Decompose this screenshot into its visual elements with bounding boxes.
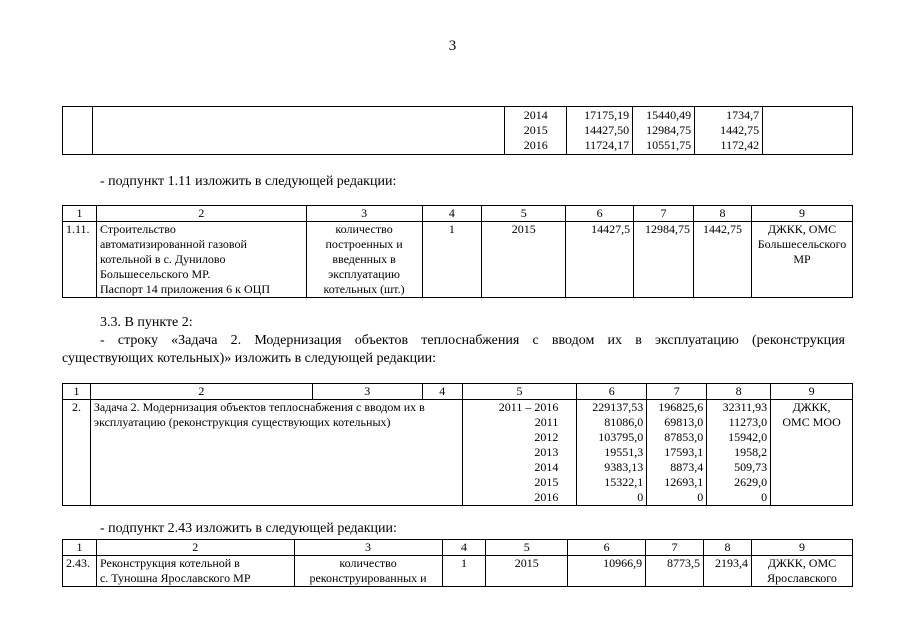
page-number: 3 xyxy=(448,38,457,54)
paragraph: - подпункт 2.43 изложить в следующей редакции: xyxy=(100,521,397,536)
table-header-row: 1 2 3 4 5 6 7 8 9 xyxy=(63,540,853,556)
values-cell: 17175,19 14427,50 11724,17 xyxy=(567,107,633,155)
paragraph: существующих котельных)» изложить в следующей редакции: xyxy=(62,351,437,366)
paragraph: - подпункт 1.11 изложить в следующей редакции: xyxy=(100,174,397,189)
table-row: 2.43. Реконструкция котельной в с. Туношна Ярославского МР количество реконструированных и 1 2015 10966,9 8773,5 2193,4 ДЖКК, ОМС Ярославского xyxy=(63,556,853,587)
values-cell: 1734,7 1442,75 1172,42 xyxy=(695,107,763,155)
table-cell xyxy=(63,107,93,155)
continuation-table xyxy=(62,106,853,155)
table-row: 2. Задача 2. Модернизация объектов теплоснабжения с вводом их в эксплуатацию (реконструкция существующих котельных) 2011 – 2016 2011 2012 2013 2014 2015 2016 229137,53 81086,0 103795,0 19551,3 9383,13 15322,1 0 196825,6 69813,0 87853,0 17593,1 8873,4 12693,1 0 32311,93 11273,0 15942,0 1958,2 509,73 2629,0 0 ДЖКК, ОМС МОО xyxy=(63,400,853,506)
item-2-43-table xyxy=(62,539,853,587)
table-cell xyxy=(763,107,853,155)
item-1-11-table xyxy=(62,205,853,298)
table-header-row: 1 2 3 4 5 6 7 8 9 xyxy=(63,384,853,400)
years-cell: 2014 2015 2016 xyxy=(505,107,567,155)
table-cell xyxy=(92,107,504,155)
table-row: 1.11. Строительство автоматизированной газовой котельной в с. Дунилово Большесельского МР. Паспорт 14 приложения 6 к ОЦП количество построенных и введенных в эксплуатацию котельных (шт.) 1 2015 14427,5 12984,75 1442,75 ДЖКК, ОМС Большесельского МР xyxy=(63,222,853,298)
values-cell: 15440,49 12984,75 10551,75 xyxy=(633,107,695,155)
paragraph: 3.3. В пункте 2: xyxy=(100,315,193,330)
task-2-table xyxy=(62,383,853,506)
table-header-row: 1 2 3 4 5 6 7 8 9 xyxy=(63,206,853,222)
paragraph: - строку «Задача 2. Модернизация объектов теплоснабжения с вводом их в эксплуатацию (реконструкция xyxy=(100,333,845,348)
